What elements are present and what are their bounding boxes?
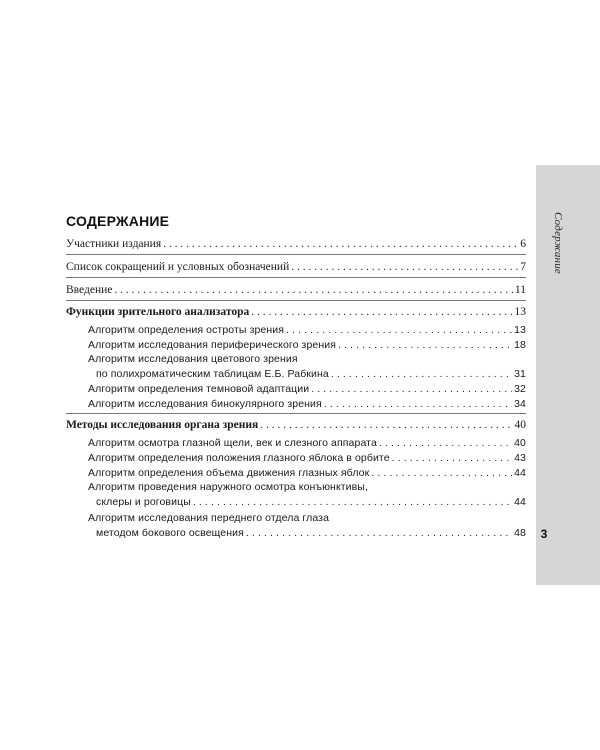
leader-dots	[163, 237, 518, 251]
toc-item-title-line2: методом бокового освещения	[96, 527, 244, 539]
leader-dots	[379, 436, 512, 450]
toc-item[interactable]	[88, 397, 526, 411]
toc-entry-page: 6	[520, 238, 526, 250]
toc-section-title: Функции зрительного анализатора	[66, 306, 250, 318]
toc-item[interactable]	[88, 338, 526, 352]
toc-entry-title: Введение	[66, 284, 113, 296]
leader-dots	[286, 323, 512, 337]
toc-item-title: Алгоритм определения объема движения глазных яблок	[88, 467, 370, 479]
toc-entry-intro[interactable]	[66, 283, 526, 297]
toc-section-page: 40	[514, 419, 526, 431]
toc-section-page: 13	[514, 306, 526, 318]
toc-item[interactable]	[88, 451, 526, 465]
toc-item-page: 48	[514, 527, 526, 539]
divider	[66, 300, 526, 301]
toc-entry-participants[interactable]	[66, 237, 526, 251]
leader-dots	[193, 495, 512, 509]
side-tab	[536, 165, 600, 585]
leader-dots	[311, 382, 512, 396]
toc-entry-page: 11	[514, 284, 526, 296]
toc-entry-title: Участники издания	[66, 238, 162, 250]
side-tab-label: Содержание	[552, 212, 564, 275]
leader-dots	[114, 283, 513, 297]
toc-item-title: Алгоритм определения остроты зрения	[88, 324, 285, 336]
page-title: СОДЕРЖАНИЕ	[66, 213, 170, 229]
toc-item[interactable]	[88, 466, 526, 480]
toc-item-title-line1[interactable]: Алгоритм исследования переднего отдела глаза	[88, 512, 330, 524]
leader-dots	[260, 418, 512, 432]
toc-item-title: Алгоритм осмотра глазной щели, век и слезного аппарата	[88, 437, 377, 449]
toc-item-page: 43	[514, 452, 526, 464]
toc-item-page: 44	[514, 496, 526, 508]
toc-section-visual-analyzer[interactable]	[66, 305, 526, 319]
leader-dots	[338, 338, 512, 352]
toc-item-title: Алгоритм исследования бинокулярного зрения	[88, 398, 322, 410]
toc-item-page: 40	[514, 437, 526, 449]
leader-dots	[392, 451, 512, 465]
toc-item-page: 34	[514, 398, 526, 410]
leader-dots	[251, 305, 512, 319]
page-number: 3	[540, 527, 548, 541]
toc-item-title-line2: склеры и роговицы	[96, 496, 191, 508]
leader-dots	[324, 397, 512, 411]
toc-entry-page: 7	[520, 261, 526, 273]
toc-item-page: 13	[514, 324, 526, 336]
toc-item[interactable]	[96, 526, 526, 540]
toc-item[interactable]	[88, 436, 526, 450]
leader-dots	[331, 367, 512, 381]
toc-item-page: 32	[514, 383, 526, 395]
toc-item-title-line2: по полихроматическим таблицам Е.Б. Рабкина	[96, 368, 329, 380]
divider	[66, 254, 526, 255]
leader-dots	[246, 526, 512, 540]
toc-item-title-line1[interactable]: Алгоритм исследования цветового зрения	[88, 353, 298, 365]
toc-section-title: Методы исследования органа зрения	[66, 419, 259, 431]
toc-entry-abbreviations[interactable]	[66, 260, 526, 274]
toc-item[interactable]	[96, 367, 526, 381]
toc-item-page: 44	[514, 467, 526, 479]
toc-item-title: Алгоритм исследования периферического зрения	[88, 339, 336, 351]
toc-item-title: Алгоритм определения темновой адаптации	[88, 383, 310, 395]
divider	[66, 277, 526, 278]
leader-dots	[371, 466, 512, 480]
toc-item-page: 18	[514, 339, 526, 351]
toc-entry-title: Список сокращений и условных обозначений	[66, 261, 290, 273]
toc-item[interactable]	[96, 495, 526, 509]
divider	[66, 413, 526, 414]
leader-dots	[291, 260, 518, 274]
toc-item-title-line1[interactable]: Алгоритм проведения наружного осмотра конъюнктивы,	[88, 481, 368, 493]
toc-item[interactable]	[88, 323, 526, 337]
toc-item-page: 31	[514, 368, 526, 380]
toc-section-exam-methods[interactable]	[66, 418, 526, 432]
toc-item[interactable]	[88, 382, 526, 396]
toc-item-title: Алгоритм определения положения глазного яблока в орбите	[88, 452, 390, 464]
